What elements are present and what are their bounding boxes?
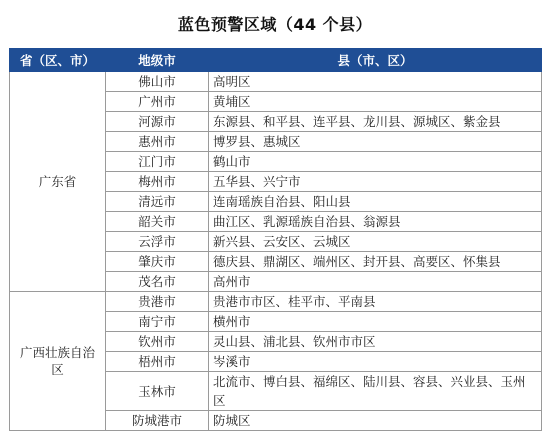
county-cell: 防城区 — [209, 411, 542, 431]
table-row — [10, 292, 542, 312]
city-cell: 河源市 — [106, 112, 209, 132]
city-cell: 防城港市 — [106, 411, 209, 431]
county-cell: 博罗县、惠城区 — [209, 132, 542, 152]
county-cell: 新兴县、云安区、云城区 — [209, 232, 542, 252]
county-cell: 德庆县、鼎湖区、端州区、封开县、高要区、怀集县 — [209, 252, 542, 272]
county-cell: 鹤山市 — [209, 152, 542, 172]
city-cell: 玉林市 — [106, 372, 209, 411]
province-cell-guangdong: 广东省 — [10, 72, 106, 292]
city-cell: 梅州市 — [106, 172, 209, 192]
city-cell: 茂名市 — [106, 272, 209, 292]
county-cell: 高州市 — [209, 272, 542, 292]
table-header-row — [10, 49, 542, 72]
county-cell: 曲江区、乳源瑶族自治县、翁源县 — [209, 212, 542, 232]
province-cell-guangxi: 广西壮族自治区 — [10, 292, 106, 431]
city-cell: 云浮市 — [106, 232, 209, 252]
city-cell: 南宁市 — [106, 312, 209, 332]
city-cell: 佛山市 — [106, 72, 209, 92]
county-cell: 横州市 — [209, 312, 542, 332]
county-cell: 东源县、和平县、连平县、龙川县、源城区、紫金县 — [209, 112, 542, 132]
city-cell: 钦州市 — [106, 332, 209, 352]
county-cell: 灵山县、浦北县、钦州市市区 — [209, 332, 542, 352]
city-cell: 韶关市 — [106, 212, 209, 232]
county-cell: 高明区 — [209, 72, 542, 92]
header-county: 县（市、区） — [209, 49, 542, 72]
warning-region-table — [9, 48, 542, 431]
city-cell: 广州市 — [106, 92, 209, 112]
header-city: 地级市 — [106, 49, 209, 72]
county-cell: 黄埔区 — [209, 92, 542, 112]
city-cell: 贵港市 — [106, 292, 209, 312]
page-title: 蓝色预警区域（44 个县） — [177, 15, 373, 34]
city-cell: 清远市 — [106, 192, 209, 212]
city-cell: 梧州市 — [106, 352, 209, 372]
city-cell: 江门市 — [106, 152, 209, 172]
county-cell: 连南瑶族自治县、阳山县 — [209, 192, 542, 212]
city-cell: 肇庆市 — [106, 252, 209, 272]
county-cell: 北流市、博白县、福绵区、陆川县、容县、兴业县、玉州区 — [209, 372, 542, 411]
county-cell: 贵港市市区、桂平市、平南县 — [209, 292, 542, 312]
city-cell: 惠州市 — [106, 132, 209, 152]
header-province: 省（区、市） — [10, 49, 106, 72]
table-row — [10, 72, 542, 92]
county-cell: 五华县、兴宁市 — [209, 172, 542, 192]
county-cell: 岑溪市 — [209, 352, 542, 372]
